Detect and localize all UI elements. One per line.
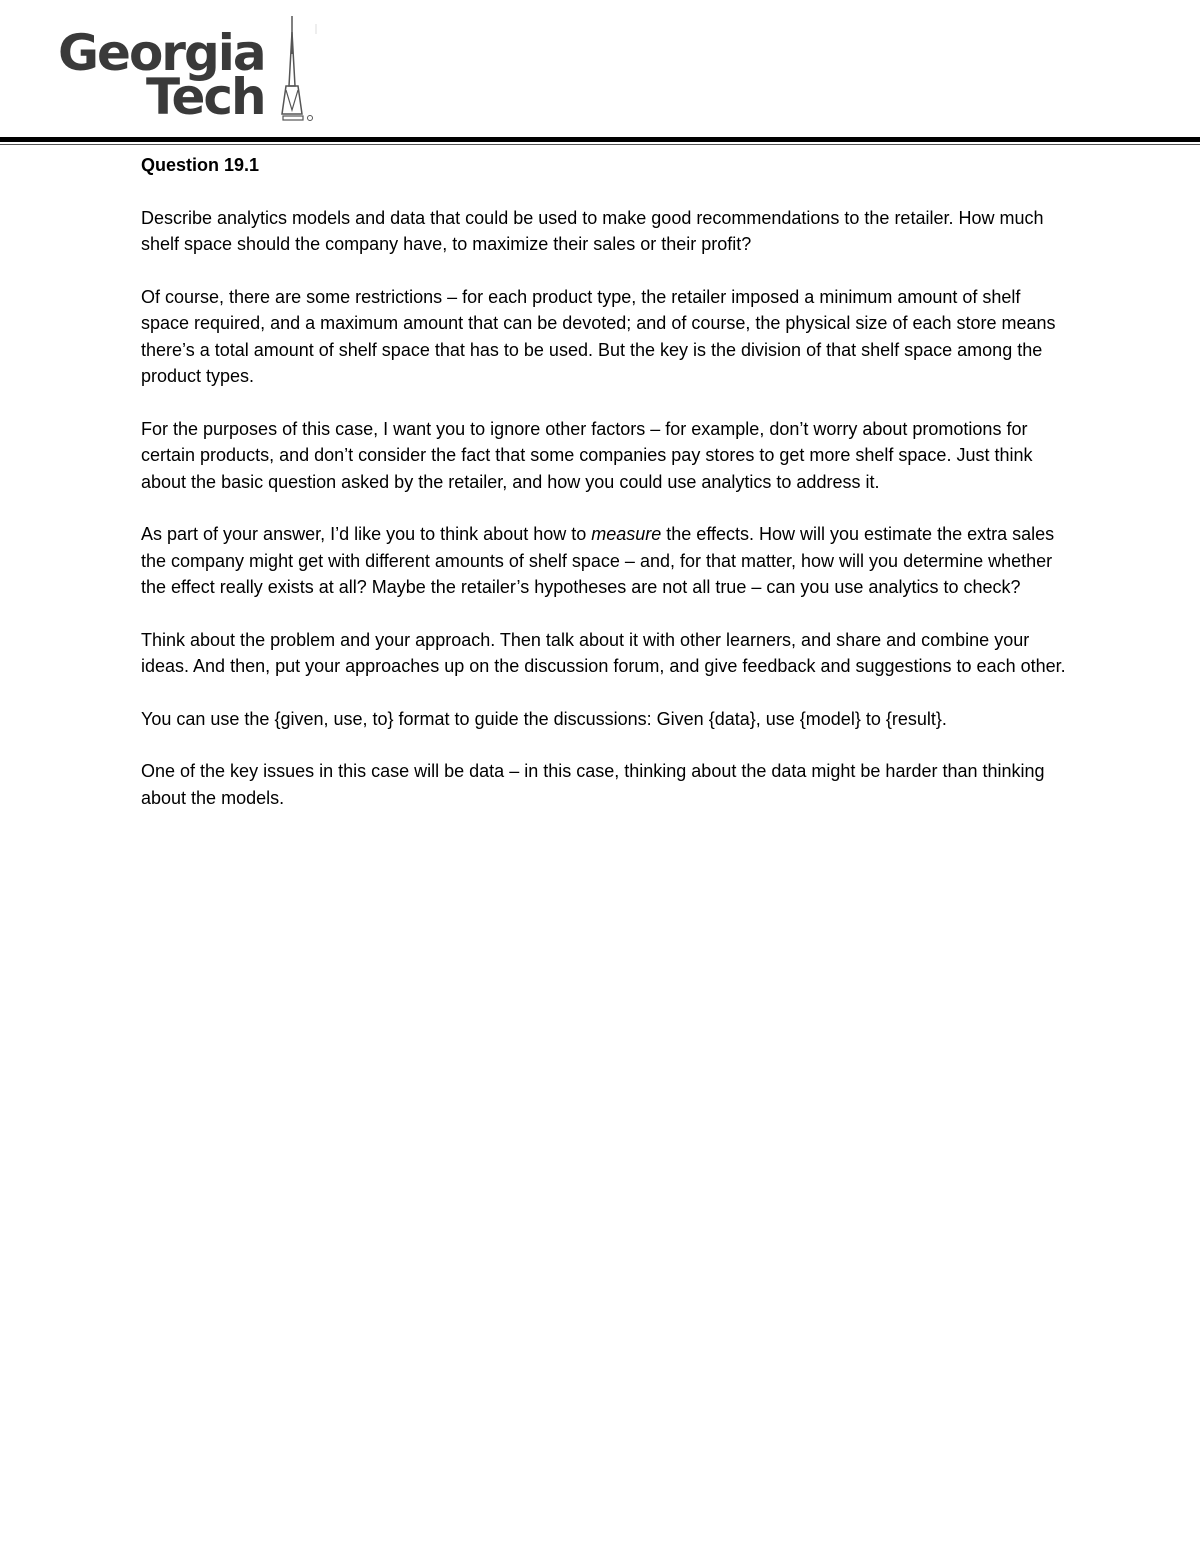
logo-word-tech: Tech	[146, 68, 265, 126]
paragraph-6: You can use the {given, use, to} format to guide the discussions: Given {data}, use {model} to {result}.	[141, 708, 947, 729]
header-rule-thin	[0, 144, 1200, 145]
paragraph-1: Describe analytics models and data that could be used to make good recommendations to the retailer. How much shelf space should the company have, to maximize their sales or their profit?	[141, 207, 1044, 254]
paragraph-4-emphasis: measure	[591, 524, 662, 544]
logo-word-georgia: Georgia	[58, 24, 265, 82]
paragraph-4-end: the effects. How will you estimate the extra sales the company might get with different amounts of shelf space – and, for that matter, how will you determine whether the effect really exists at all? Maybe the retailer’s hypotheses are not all true – can you use analytics to check?	[141, 524, 1055, 597]
paragraph-3: For the purposes of this case, I want you to ignore other factors – for example, don’t worry about promotions for certain products, and don’t consider the fact that some companies pay stores to get more shelf space. Just think about the basic question asked by the retailer, and how you could use analytics to address it.	[141, 418, 1033, 492]
header-rule	[0, 137, 1200, 142]
paragraph-7: One of the key issues in this case will be data – in this case, thinking about the data might be harder than thinking about the models.	[141, 761, 1045, 808]
paragraph-2: Of course, there are some restrictions – for each product type, the retailer imposed a minimum amount of shelf space required, and a maximum amount that can be devoted; and of course, the physical size of each store means there’s a total amount of shelf space that has to be used. But the key is the division of that shelf space among the product types.	[141, 286, 1056, 386]
question-title: Question 19.1	[141, 155, 260, 175]
paragraph-4-start: As part of your answer, I’d like you to think about how to	[141, 524, 592, 544]
document-body	[141, 152, 1071, 837]
paragraph-4	[141, 521, 1071, 601]
tech-tower-icon	[280, 14, 320, 128]
paragraph-5: Think about the problem and your approach. Then talk about it with other learners, and share and combine your ideas. And then, put your approaches up on the discussion forum, and give feedback and suggestions to each other.	[141, 629, 1066, 676]
georgia-tech-logo	[58, 14, 328, 130]
